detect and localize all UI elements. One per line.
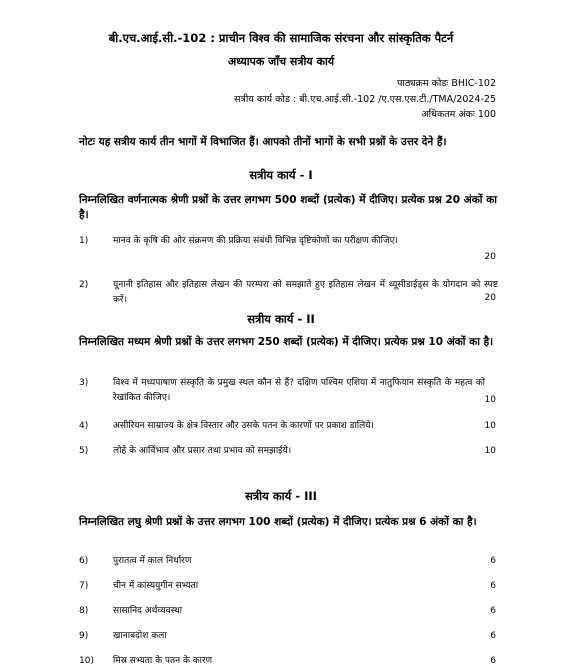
question-text: खानाबदोश कला: [113, 631, 167, 641]
question-number: 6): [79, 556, 89, 566]
document-title: बी.एच.आई.सी.-102 : प्राचीन विश्व की सामाजिक संरचना और सांस्कृतिक पैटर्न: [108, 31, 454, 45]
question-number: 3): [79, 378, 89, 388]
question-number: 8): [79, 606, 89, 616]
question-marks: 6: [490, 581, 496, 591]
question-marks: 10: [484, 421, 496, 431]
question-text: लोहे के आर्विभाव और प्रसार तथा प्रभाव को समझाईये।: [113, 446, 292, 456]
assignment-code: सत्रीय कार्य कोड : बी.एच.आई.सी.-102 /ए.एस.एस.टी./TMA/2024-25: [234, 94, 496, 105]
question-text: मानव के कृषि की ओर संक्रमण की प्रक्रिया संबंधी विभिन्न दृष्टिकोणों का परीक्षण कीजिए।: [113, 236, 399, 246]
question-marks: 6: [490, 631, 496, 641]
question-text: विश्व में मध्यपाषाण संस्कृति के प्रमुख स्थल कौन से हैं? दक्षिण पश्चिम एशिया में नातुफियान संस्कृति के महत्व को रेखांकित कीजिए।: [113, 378, 485, 403]
document-subtitle: अध्यापक जाँच सत्रीय कार्य: [227, 55, 335, 68]
question-number: 1): [79, 236, 89, 246]
question-marks: 10: [484, 446, 496, 456]
section-title: सत्रीय कार्य - III: [245, 489, 317, 503]
note-paragraph: नोटः यह सत्रीय कार्य तीन भागों में विभाजित हैं। आपको तीनों भागों के सभी प्रश्नों के उत्तर देने हैं।: [79, 136, 447, 148]
question-marks: 10: [484, 395, 496, 405]
max-marks: अधिकतम अंकः 100: [421, 109, 496, 120]
question-number: 7): [79, 581, 89, 591]
question-number: 2): [79, 280, 89, 290]
section-title: सत्रीय कार्य - II: [247, 312, 315, 326]
question-number: 10): [79, 656, 94, 666]
section-instruction: निम्नलिखित वर्णनात्मक श्रेणी प्रश्नों के उत्तर लगभग 500 शब्दों (प्रत्येक) में दीजिए। प्रत्येक प्रश्न 20 अंकों का है।: [79, 194, 497, 221]
question-marks: 20: [484, 293, 496, 303]
question-text: सासानिद अर्थव्यवस्था: [113, 606, 183, 616]
question-text: चीन में कांस्ययुगीन सभ्यता: [113, 581, 199, 591]
course-code: पाठ्यक्रम कोडः BHIC-102: [396, 78, 496, 89]
question-text: पुरातत्व में काल निर्धारण: [113, 556, 192, 566]
question-text: मिस्र सभ्यता के पतन के कारण: [113, 656, 213, 666]
question-text: यूनानी इतिहास और इतिहास लेखन की परम्परा को समझाते हुए इतिहास लेखन में थ्यूसीडाईड्स के योगदान को स्पष्ट करें।: [113, 280, 498, 305]
section-instruction: निम्नलिखित मध्यम श्रेणी प्रश्नों के उत्तर लगभग 250 शब्दों (प्रत्येक) में दीजिए। प्रत्येक प्रश्न 10 अंकों का है।: [79, 336, 494, 348]
section-instruction: निम्नलिखित लघु श्रेणी प्रश्नों के उत्तर लगभग 100 शब्दों (प्रत्येक) में दीजिए। प्रत्येक प्रश्न 6 अंकों का है।: [79, 516, 477, 528]
question-number: 5): [79, 446, 89, 456]
question-marks: 6: [490, 556, 496, 566]
question-number: 9): [79, 631, 89, 641]
question-marks: 6: [490, 606, 496, 616]
question-text: असीरियन साम्राज्य के क्षेत्र विस्तार और उसके पतन के कारणों पर प्रकाश डालिये।: [113, 421, 374, 431]
question-marks: 6: [490, 656, 496, 666]
question-number: 4): [79, 421, 89, 431]
section-title: सत्रीय कार्य - I: [249, 168, 313, 182]
question-marks: 20: [484, 252, 496, 262]
